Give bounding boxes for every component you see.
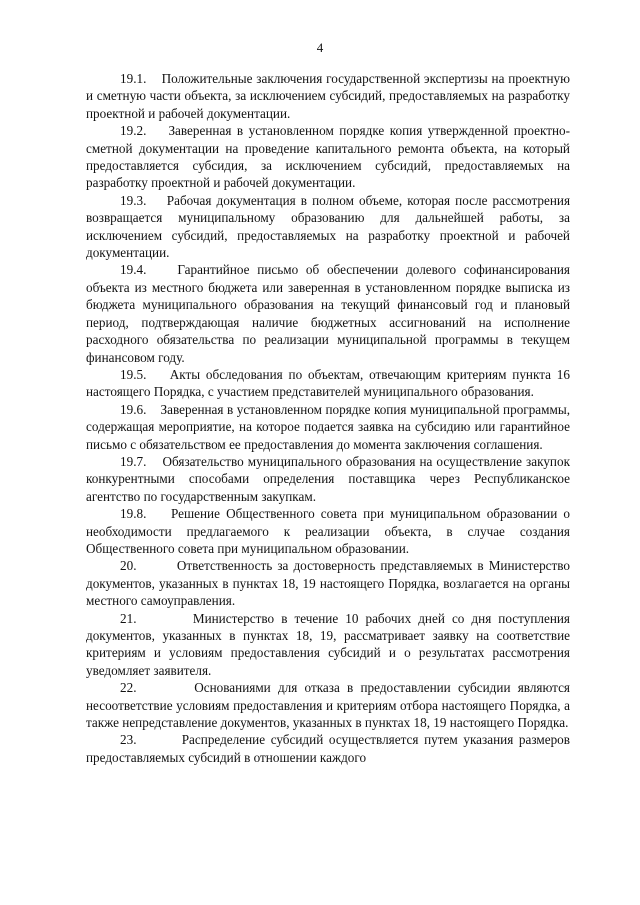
paragraph-number: 19.1.: [120, 71, 147, 86]
paragraph-text: Ответственность за достоверность представляемых в Министерство документов, указанных в пунктах 18, 19 настоящего Порядка, возлагается на органы местного самоуправления.: [86, 558, 571, 609]
paragraph-19-6: [86, 401, 570, 453]
paragraph-number: 19.4.: [120, 262, 147, 278]
paragraph-number: 19.7.: [120, 453, 147, 469]
paragraph-22: [86, 679, 570, 731]
paragraph-text: Министерство в течение 10 рабочих дней со дня поступления документов, указанных в пунктах 18, 19, рассматривает заявку на соответствие критериям и условиям предоставления субсидий и о результатах рассмотрения уведомляет заявителя.: [86, 610, 570, 678]
paragraph-text: Обязательство муниципального образования на осуществление закупок конкурентными способами определения поставщика через Республиканское агентство по государственным закупкам.: [86, 453, 570, 504]
paragraph-number: 23.: [120, 732, 137, 748]
paragraph-number: 19.2.: [120, 123, 147, 139]
paragraph-number: 20.: [120, 558, 137, 574]
paragraph-19-7: [86, 453, 570, 505]
paragraph-number: 21.: [120, 610, 137, 626]
document-body: [86, 70, 570, 766]
paragraph-23: [86, 731, 570, 766]
page-number: 4: [316, 40, 324, 55]
paragraph-19-8: [86, 505, 570, 557]
paragraph-number: 19.3.: [120, 192, 147, 208]
paragraph-number: 22.: [120, 680, 137, 696]
paragraph-19-5: [86, 366, 570, 401]
paragraph-text: Заверенная в установленном порядке копия муниципальной программы, содержащая мероприятие, на которое подается заявка на субсидию или гарантийное письмо с обязательством ее предоставления до момента заключения соглашения.: [86, 401, 571, 452]
paragraph-19-2: [86, 122, 570, 192]
paragraph-19-1: [86, 70, 570, 122]
paragraph-number: 19.6.: [120, 401, 147, 417]
paragraph-21: [86, 610, 570, 680]
paragraph-number: 19.5.: [120, 366, 147, 382]
paragraph-text: Распределение субсидий осуществляется путем указания размеров предоставляемых субсидий в отношении каждого: [86, 732, 570, 765]
paragraph-text: Основаниями для отказа в предоставлении субсидии являются несоответствие условиям предоставления и критериям отбора настоящего Порядка, а также непредставление документов, указанных в пунктах 18, 19 настоящего Порядка.: [86, 680, 570, 731]
paragraph-text: Решение Общественного совета при муниципальном образовании о необходимости предлагаемого к реализации объекта, в случае создания Общественного совета при муниципальном образовании.: [86, 506, 570, 556]
paragraph-19-3: [86, 192, 570, 262]
paragraph-text: Акты обследования по объектам, отвечающим критериям пункта 16 настоящего Порядка, с участием представителей муниципального образования.: [86, 366, 570, 400]
paragraph-text: Заверенная в установленном порядке копия утвержденной проектно-сметной документации на проведение капитального ремонта объекта, на который предоставляется субсидия, за исключением субсидий, предоставляемых на разработку проектной и рабочей документации.: [86, 123, 571, 191]
paragraph-text: Рабочая документация в полном объеме, которая после рассмотрения возвращается муниципальному образованию для дальнейшей работы, за исключением субсидий, предоставляемых на разработку проектной и рабочей документации.: [86, 192, 571, 261]
paragraph-number: 19.8.: [120, 506, 147, 522]
paragraph-19-4: [86, 261, 570, 365]
paragraph-20: [86, 557, 570, 609]
paragraph-text: Гарантийное письмо об обеспечении долевого софинансирования объекта из местного бюджета или заверенная в установленном порядке выписка из бюджета муниципального образования на текущий финансовый год и плановый период, подтверждающая наличие бюджетных ассигнований на исполнение расходного обязательства по реализации муниципальной программы в текущем финансовом году.: [86, 262, 571, 365]
paragraph-text: Положительные заключения государственной экспертизы на проектную и сметную части объекта, за исключением субсидий, предоставляемых на разработку проектной и рабочей документации.: [86, 71, 571, 121]
